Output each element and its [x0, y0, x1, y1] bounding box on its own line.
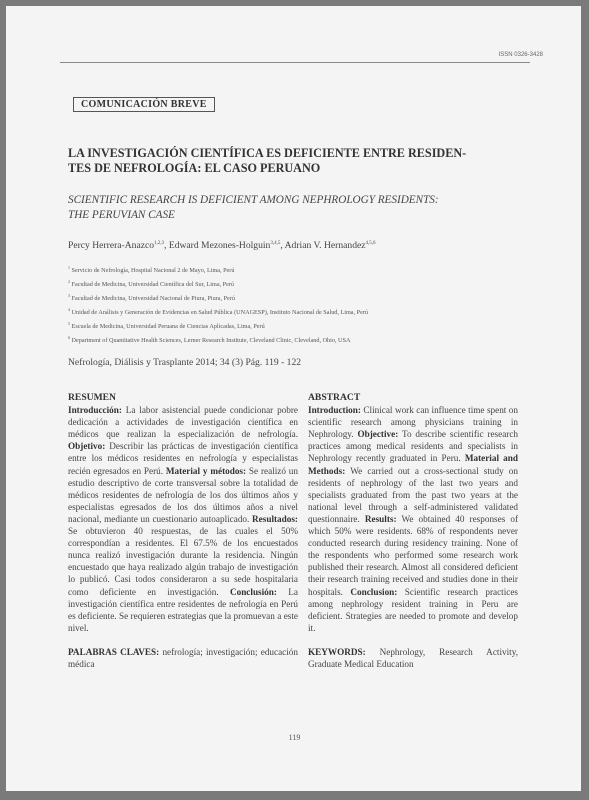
- resumen-conclusion-label: Conclusión:: [229, 586, 277, 597]
- resumen-intro-label: Introducción:: [68, 405, 122, 416]
- abstract-methods-text: We carried out a cross-sectional study on residents of nephrology of the last two years and specialists graduated from the past two years at the national level through a self-administered validated questionnaire.: [308, 465, 518, 524]
- abstract-objective-label: Objective:: [357, 429, 399, 440]
- title-spanish-line-1: LA INVESTIGACIÓN CIENTÍFICA ES DEFICIENTE ENTRE RESIDEN-: [68, 146, 467, 160]
- abstract-conclusion-label: Conclusion:: [350, 586, 398, 597]
- abstract-intro-text: Clinical work can influence time spent on scientific research among physicians training in Nephrology.: [308, 405, 518, 440]
- abstract-methods-label: Material and Methods:: [308, 453, 518, 476]
- resumen-body: [68, 404, 298, 634]
- author-separator: ,: [280, 240, 285, 251]
- section-label: COMUNICACIÓN BREVE: [73, 97, 215, 112]
- abstract-heading: ABSTRACT: [308, 392, 361, 403]
- affiliation-marker: 3: [68, 293, 70, 299]
- resumen-column: [68, 392, 298, 670]
- resumen-conclusion-text: La investigación científica entre residentes de nefrología en Perú es deficiente. Se requieren estrategias que la promuevan a este nivel.: [68, 586, 298, 633]
- affiliation-text: Department of Quantitative Health Sciences, Lerner Research Institute, Cleveland Clinic, Cleveland, Ohio, USA: [71, 337, 351, 345]
- resumen-objective-label: Objetivo:: [68, 441, 106, 452]
- title-english: [68, 193, 528, 223]
- author-list: [68, 240, 528, 251]
- affiliation-item: [68, 262, 538, 276]
- author-affiliation-marker: 1,2,3: [154, 240, 165, 246]
- affiliation-marker: 4: [68, 307, 70, 313]
- affiliation-marker: 2: [68, 279, 70, 285]
- header-rule: [60, 62, 530, 63]
- author-name: Adrian V. Hernandez: [284, 240, 366, 251]
- resumen-methods-text: Se realizó un estudio descriptivo de corte transversal sobre la totalidad de médicos residentes de nefrología de los dos últimos años y especialistas egresados de los dos últimos años a nivel nacional, mediante un cuestionario autoaplicado.: [68, 465, 298, 524]
- author-affiliation-marker: 3,4,5: [270, 240, 281, 246]
- affiliation-marker: 5: [68, 321, 70, 327]
- abstract-body: [308, 404, 518, 634]
- abstract-column: [308, 392, 518, 670]
- resumen-keywords-text: nefrología; investigación; educación médica: [68, 646, 298, 669]
- affiliation-marker: 6: [68, 335, 70, 341]
- affiliation-item: [68, 276, 538, 290]
- title-english-line-1: SCIENTIFIC RESEARCH IS DEFICIENT AMONG NEPHROLOGY RESIDENTS:: [68, 194, 439, 206]
- abstract-conclusion-text: Scientific research practices among nephrology resident training in Peru are deficient. Strategies are needed to promote and develop it.: [308, 586, 519, 633]
- issn-number: ISSN 0326-3428: [498, 52, 543, 58]
- affiliation-item: [68, 290, 538, 304]
- affiliation-item: [68, 318, 538, 332]
- affiliation-text: Facultad de Medicina, Universidad Nacional de Piura, Piura, Perú: [71, 295, 235, 303]
- author-separator: ,: [164, 240, 169, 251]
- author-name: Edward Mezones-Holguin: [168, 240, 271, 251]
- affiliation-text: Unidad de Análisis y Generación de Evidencias en Salud Pública (UNAGESP), Instituto Nacional de Salud, Lima, Perú: [71, 309, 368, 317]
- affiliation-text: Servicio de Nefrología, Hospital Nacional 2 de Mayo, Lima, Perú: [71, 267, 235, 275]
- abstract-keywords: [308, 646, 518, 670]
- title-spanish: [68, 146, 528, 176]
- abstract-keywords-label: KEYWORDS:: [308, 646, 366, 657]
- resumen-keywords: [68, 646, 298, 670]
- journal-citation: Nefrología, Diálisis y Trasplante 2014; 34 (3) Pág. 119 - 122: [68, 357, 302, 368]
- resumen-results-text: Se obtuvieron 40 respuestas, de las cuales el 50% correspondían a residentes. El 67.5% de los encuestados nunca realizó investigación durante la residencia. Ningún encuestado que haya realizado algún trabajo de investigación lo publicó. Casi todos consideraron a su sede hospitalaria como deficiente en investigación.: [68, 526, 298, 597]
- title-spanish-line-2: TES DE NEFROLOGÍA: EL CASO PERUANO: [68, 161, 321, 175]
- affiliation-item: [68, 332, 538, 346]
- abstract-results-text: We obtained 40 responses of which 50% were residents. 68% of respondents never conducted research during residency training. None of the respondents who performed some research work published their research. Almost all considered deficient their research training received and studies done in their hospitals.: [308, 513, 519, 597]
- affiliation-list: [68, 262, 538, 346]
- abstract-results-label: Results:: [364, 513, 397, 524]
- resumen-objective-text: Describir las prácticas de investigación científica entre los médicos residentes en nefrología y especialistas recién egresados en Perú.: [68, 441, 298, 476]
- abstract-intro-label: Introduction:: [308, 405, 361, 416]
- abstract-objective-text: To describe scientific research practices among medical residents and specialists in Nephrology recently graduated in Peru.: [308, 429, 518, 464]
- resumen-intro-text: La labor asistencial puede condicionar pobre dedicación a actividades de investigación científica en médicos que realizan la especialización de nefrología.: [68, 405, 298, 440]
- page-number: 119: [288, 733, 301, 742]
- author-affiliation-marker: 4,5,6: [365, 240, 376, 246]
- abstract-keywords-text: Nephrology, Research Activity, Graduate Medical Education: [308, 646, 518, 669]
- resumen-keywords-label: PALABRAS CLAVES:: [68, 646, 160, 657]
- author-name: Percy Herrera-Anazco: [68, 240, 155, 251]
- affiliation-marker: 1: [68, 265, 70, 270]
- resumen-results-label: Resultados:: [252, 513, 298, 524]
- affiliation-item: [68, 304, 538, 318]
- resumen-methods-label: Material y métodos:: [165, 465, 247, 476]
- affiliation-text: Facultad de Medicina, Universidad Científica del Sur, Lima, Perú: [71, 281, 235, 289]
- affiliation-text: Escuela de Medicina, Universidad Peruana de Ciencias Aplicadas, Lima, Perú: [71, 323, 265, 331]
- resumen-heading: RESUMEN: [68, 392, 116, 403]
- title-english-line-2: THE PERUVIAN CASE: [68, 209, 175, 221]
